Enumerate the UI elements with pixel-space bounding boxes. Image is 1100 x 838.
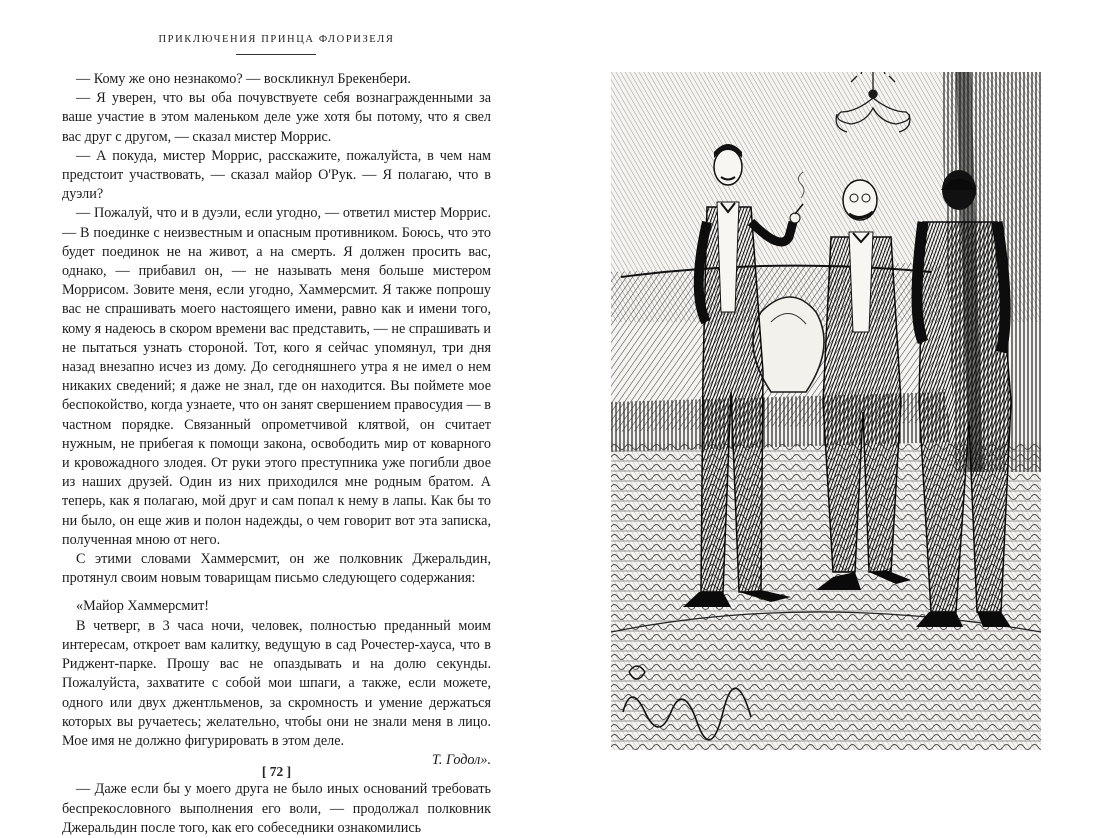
- head-rule: [236, 54, 316, 55]
- right-page: [550, 0, 1100, 825]
- page-number: [ 72 ]: [261, 764, 292, 779]
- paragraph-3: — А покуда, мистер Моррис, расскажите, пожалуйста, в чем нам предстоит участвовать, — сказал майор О'Рук. — Я полагаю, что в дуэли?: [62, 147, 491, 203]
- paragraph-4: — Пожалуй, что и в дуэли, если угодно, — ответил мистер Моррис. — В поединке с неизвестным и опасным противником. Боюсь, что это будет поединок не на живот, а на смерть. Я должен просить вас, однако, — прибавил он, — не называть меня больше мистером Моррисом. Зовите меня, если угодно, Хаммерсмит. Я также попрошу вас не спрашивать моего настоящего имени, равно как и имени того, кому я надеюсь в скором времени вас представить, — не спрашивать и не пытаться узнать стороной. Тот, кого я сейчас упомянул, три дня назад внезапно исчез из дому. До сегодняшнего утра я не имел о нем никаких сведений; я даже не знал, где он находится. Вы поймете мое беспокойство, когда узнаете, что он занят свершением правосудия — в частном порядке. Связанный опрометчивой клятвой, он считает нужным, не прибегая к помощи закона, освободить мир от коварного и кровожадного злодея. От руки этого преступника уже погибли двое из наших друзей. Один из них приходился мне родным братом. А теперь, как я полагаю, мой друг и сам попал к нему в лапы. Как бы то ни было, он еще жив и полон надежды, о чем говорит вот эта записка, полученная мною от него.: [62, 205, 491, 548]
- body-text: [62, 70, 491, 838]
- running-head: ПРИКЛЮЧЕНИЯ ПРИНЦА ФЛОРИЗЕЛЯ: [158, 34, 395, 45]
- paragraph-1: — Кому же оно незнакомо? — воскликнул Брекенбери.: [76, 71, 411, 87]
- closing-paragraph: — Даже если бы у моего друга не было иных оснований требовать беспрекословного выполнения его воли, — продолжал полковник Джеральдин после того, как его собеседники ознакомились: [62, 781, 491, 836]
- letter-salutation: «Майор Хаммерсмит!: [76, 598, 210, 615]
- paragraph-2: — Я уверен, что вы оба почувствуете себя вознагражденными за ваше участие в этом маленьком деле уже хотя бы потому, что я свел вас друг с другом, — сказал мистер Моррис.: [62, 90, 491, 145]
- left-page: [0, 0, 550, 836]
- engraving-illustration-icon: [611, 72, 1041, 750]
- paragraph-5: С этими словами Хаммерсмит, он же полковник Джеральдин, протянул своим новым товарищам письмо следующего содержания:: [62, 551, 491, 587]
- letter-body: В четверг, в 3 часа ночи, человек, полностью преданный моим интересам, откроет вам калитку, ведущую в сад Рочестер-хауса, что в Риджент-парке. Прошу вас не опаздывать и на долю секунды. Пожалуйста, захватите с собой мои шпаги, а также, если можете, одного или двух джентльменов, за скромность и умение держаться которых вы ручаетесь; желательно, чтобы они не знали меня в лицо. Мое имя не должно фигурировать в этом деле.: [62, 617, 491, 749]
- letter-signature: Т. Годол».: [431, 752, 491, 769]
